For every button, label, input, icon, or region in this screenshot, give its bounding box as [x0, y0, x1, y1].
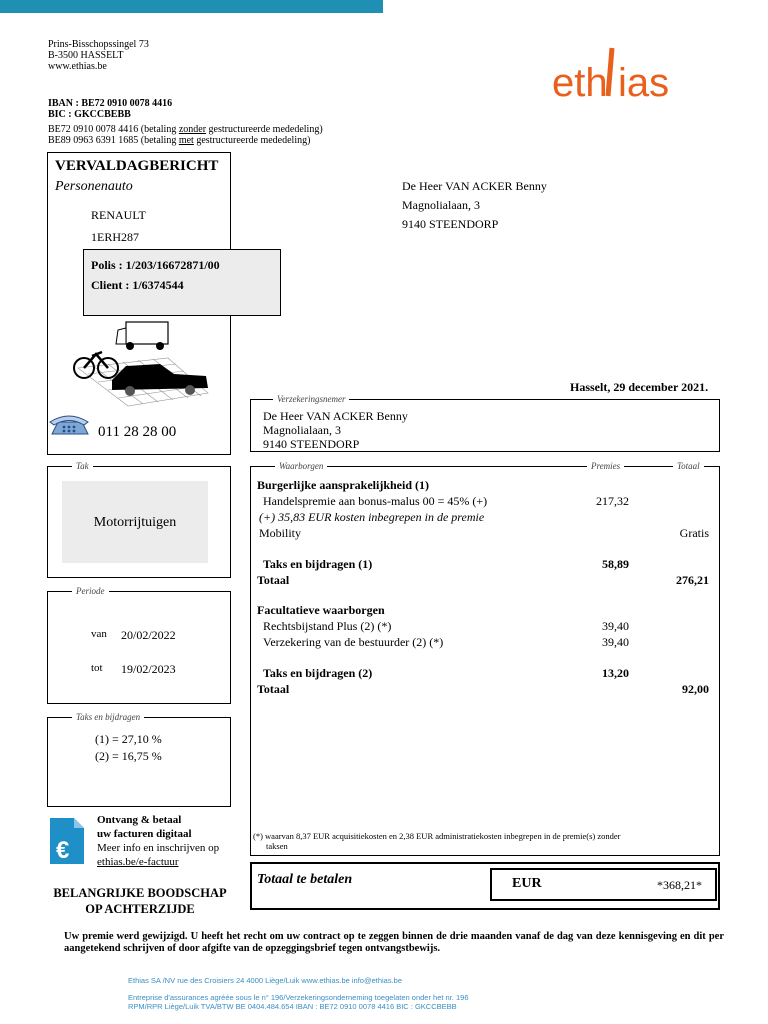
line-base-premium: Handelspremie aan bonus-malus 00 = 45% (+) — [263, 494, 488, 508]
total-label: Totaal te betalen — [257, 872, 353, 887]
insured-legend: Verzekeringsnemer — [273, 394, 349, 404]
guarantees-legend: Waarborgen — [275, 461, 327, 471]
period-to-label: tot — [91, 662, 103, 674]
line-tax-2: Taks en bijdragen (2) — [263, 666, 373, 680]
value-tax-1: 58,89 — [602, 557, 629, 571]
value-base-premium: 217,32 — [596, 494, 629, 508]
document-title: VERVALDAGBERICHT — [55, 158, 219, 174]
insured-address — [263, 409, 408, 451]
account-line-1: BE72 0910 0078 4416 (betaling zonder gestructureerde mededeling) — [48, 124, 323, 135]
line-driver-insurance: Verzekering van de bestuurder (2) (*) — [263, 635, 444, 649]
policy-number: Polis : 1/203/16672871/00 — [91, 258, 220, 272]
phone-number: 011 28 28 00 — [98, 424, 177, 440]
website-link[interactable]: www.ethias.be — [48, 61, 107, 72]
recipient-street: Magnolialaan, 3 — [402, 198, 480, 212]
bic: BIC : GKCCBEBB — [48, 109, 131, 120]
value-tax-2: 13,20 — [602, 666, 629, 680]
line-costs-included: (+) 35,83 EUR kosten inbegrepen in de premie — [259, 510, 485, 524]
bank-codes — [48, 98, 172, 120]
period-legend: Periode — [72, 586, 109, 596]
document-subtitle: Personenauto — [55, 179, 133, 194]
currency: EUR — [512, 876, 542, 891]
sender-address — [48, 39, 149, 72]
line-tax-1: Taks en bijdragen (1) — [263, 557, 373, 571]
ethias-logo — [550, 40, 690, 110]
insured-city: 9140 STEENDORP — [263, 437, 360, 451]
change-notice: Uw premie werd gewijzigd. U heeft het recht om uw contract op te zeggen binnen de drie maanden vanaf de dag van deze kennisgeving en dit per aangetekend schrijven of door afgifte van de opzeggingsbrief tegen ontvangstbewijs. — [64, 931, 724, 954]
svg-text:€: € — [56, 837, 70, 864]
account-line-2: BE89 0963 6391 1685 (betaling met gestructureerde mededeling) — [48, 135, 311, 146]
footer-line-2: Entreprise d'assurances agréée sous le n° 196/Verzekeringsonderneming toegelaten onder het nr. 196 — [128, 993, 469, 1002]
recipient-address — [402, 177, 547, 234]
period-to-date: 19/02/2023 — [121, 662, 176, 676]
svg-text:eth: eth — [552, 61, 608, 105]
important-message: BELANGRIJKE BOODSCHAP OP ACHTERZIJDE — [53, 886, 227, 916]
e-invoice-promo: Ontvang & betaal uw facturen digitaal Meer info en inschrijven op ethias.be/e-factuur — [97, 814, 220, 868]
period-from-label: van — [91, 628, 107, 640]
value-total-2: 92,00 — [682, 682, 709, 696]
address-line: B-3500 HASSELT — [48, 50, 124, 61]
total-amount: *368,21* — [657, 878, 702, 892]
value-legal-aid: 39,40 — [602, 619, 629, 633]
tax-rate-1: (1) = 27,10 % — [95, 732, 162, 746]
line-total-2: Totaal — [257, 682, 290, 696]
tax-rates — [95, 731, 162, 765]
section-title-optional: Facultatieve waarborgen — [257, 603, 385, 617]
footnote: (*) waarvan 8,37 EUR acquisitiekosten en 2,38 EUR administratiekosten inbegrepen in de premie(s) zonder taksen — [253, 831, 621, 851]
bank-accounts — [48, 124, 323, 146]
recipient-city: 9140 STEENDORP — [402, 217, 499, 231]
value-total-1: 276,21 — [676, 573, 709, 587]
tax-rate-2: (2) = 16,75 % — [95, 749, 162, 763]
address-line: Prins-Bisschopssingel 73 — [48, 39, 149, 50]
tak-value: Motorrijtuigen — [93, 515, 177, 530]
tax-rates-legend: Taks en bijdragen — [72, 712, 144, 722]
insured-street: Magnolialaan, 3 — [263, 423, 341, 437]
value-mobility: Gratis — [679, 526, 709, 540]
premies-column-header: Premies — [587, 461, 624, 471]
recipient-name: De Heer VAN ACKER Benny — [402, 179, 547, 193]
e-invoice-link[interactable]: ethias.be/e-factuur — [97, 856, 179, 868]
phone-icon — [48, 412, 90, 442]
period-box — [47, 586, 231, 704]
period-from-date: 20/02/2022 — [121, 628, 176, 642]
tak-legend: Tak — [72, 461, 93, 471]
totaal-column-header: Totaal — [673, 461, 704, 471]
car-make: RENAULT — [91, 208, 146, 222]
section-title-liability: Burgerlijke aansprakelijkheid (1) — [257, 478, 430, 492]
vehicles-illustration — [68, 318, 213, 413]
footer-line-1: Ethias SA /NV rue des Croisiers 24 4000 Liège/Luik www.ethias.be info@ethias.be — [128, 976, 403, 985]
line-legal-aid: Rechtsbijstand Plus (2) (*) — [263, 619, 392, 633]
e-invoice-icon — [48, 816, 86, 866]
top-accent-bar — [0, 0, 383, 13]
insured-name: De Heer VAN ACKER Benny — [263, 409, 408, 423]
line-mobility: Mobility — [259, 526, 302, 540]
svg-text:ias: ias — [618, 61, 670, 105]
line-total-1: Totaal — [257, 573, 290, 587]
license-plate: 1ERH287 — [91, 230, 139, 244]
client-number: Client : 1/6374544 — [91, 278, 184, 292]
value-driver-insurance: 39,40 — [602, 635, 629, 649]
iban: IBAN : BE72 0910 0078 4416 — [48, 98, 173, 109]
footer-line-3: RPM/RPR Liège/Luik TVA/BTW BE 0404.484.654 IBAN : BE72 0910 0078 4416 BIC : GKCCBEBB — [128, 1002, 457, 1011]
letter-date: Hasselt, 29 december 2021. — [570, 380, 709, 394]
